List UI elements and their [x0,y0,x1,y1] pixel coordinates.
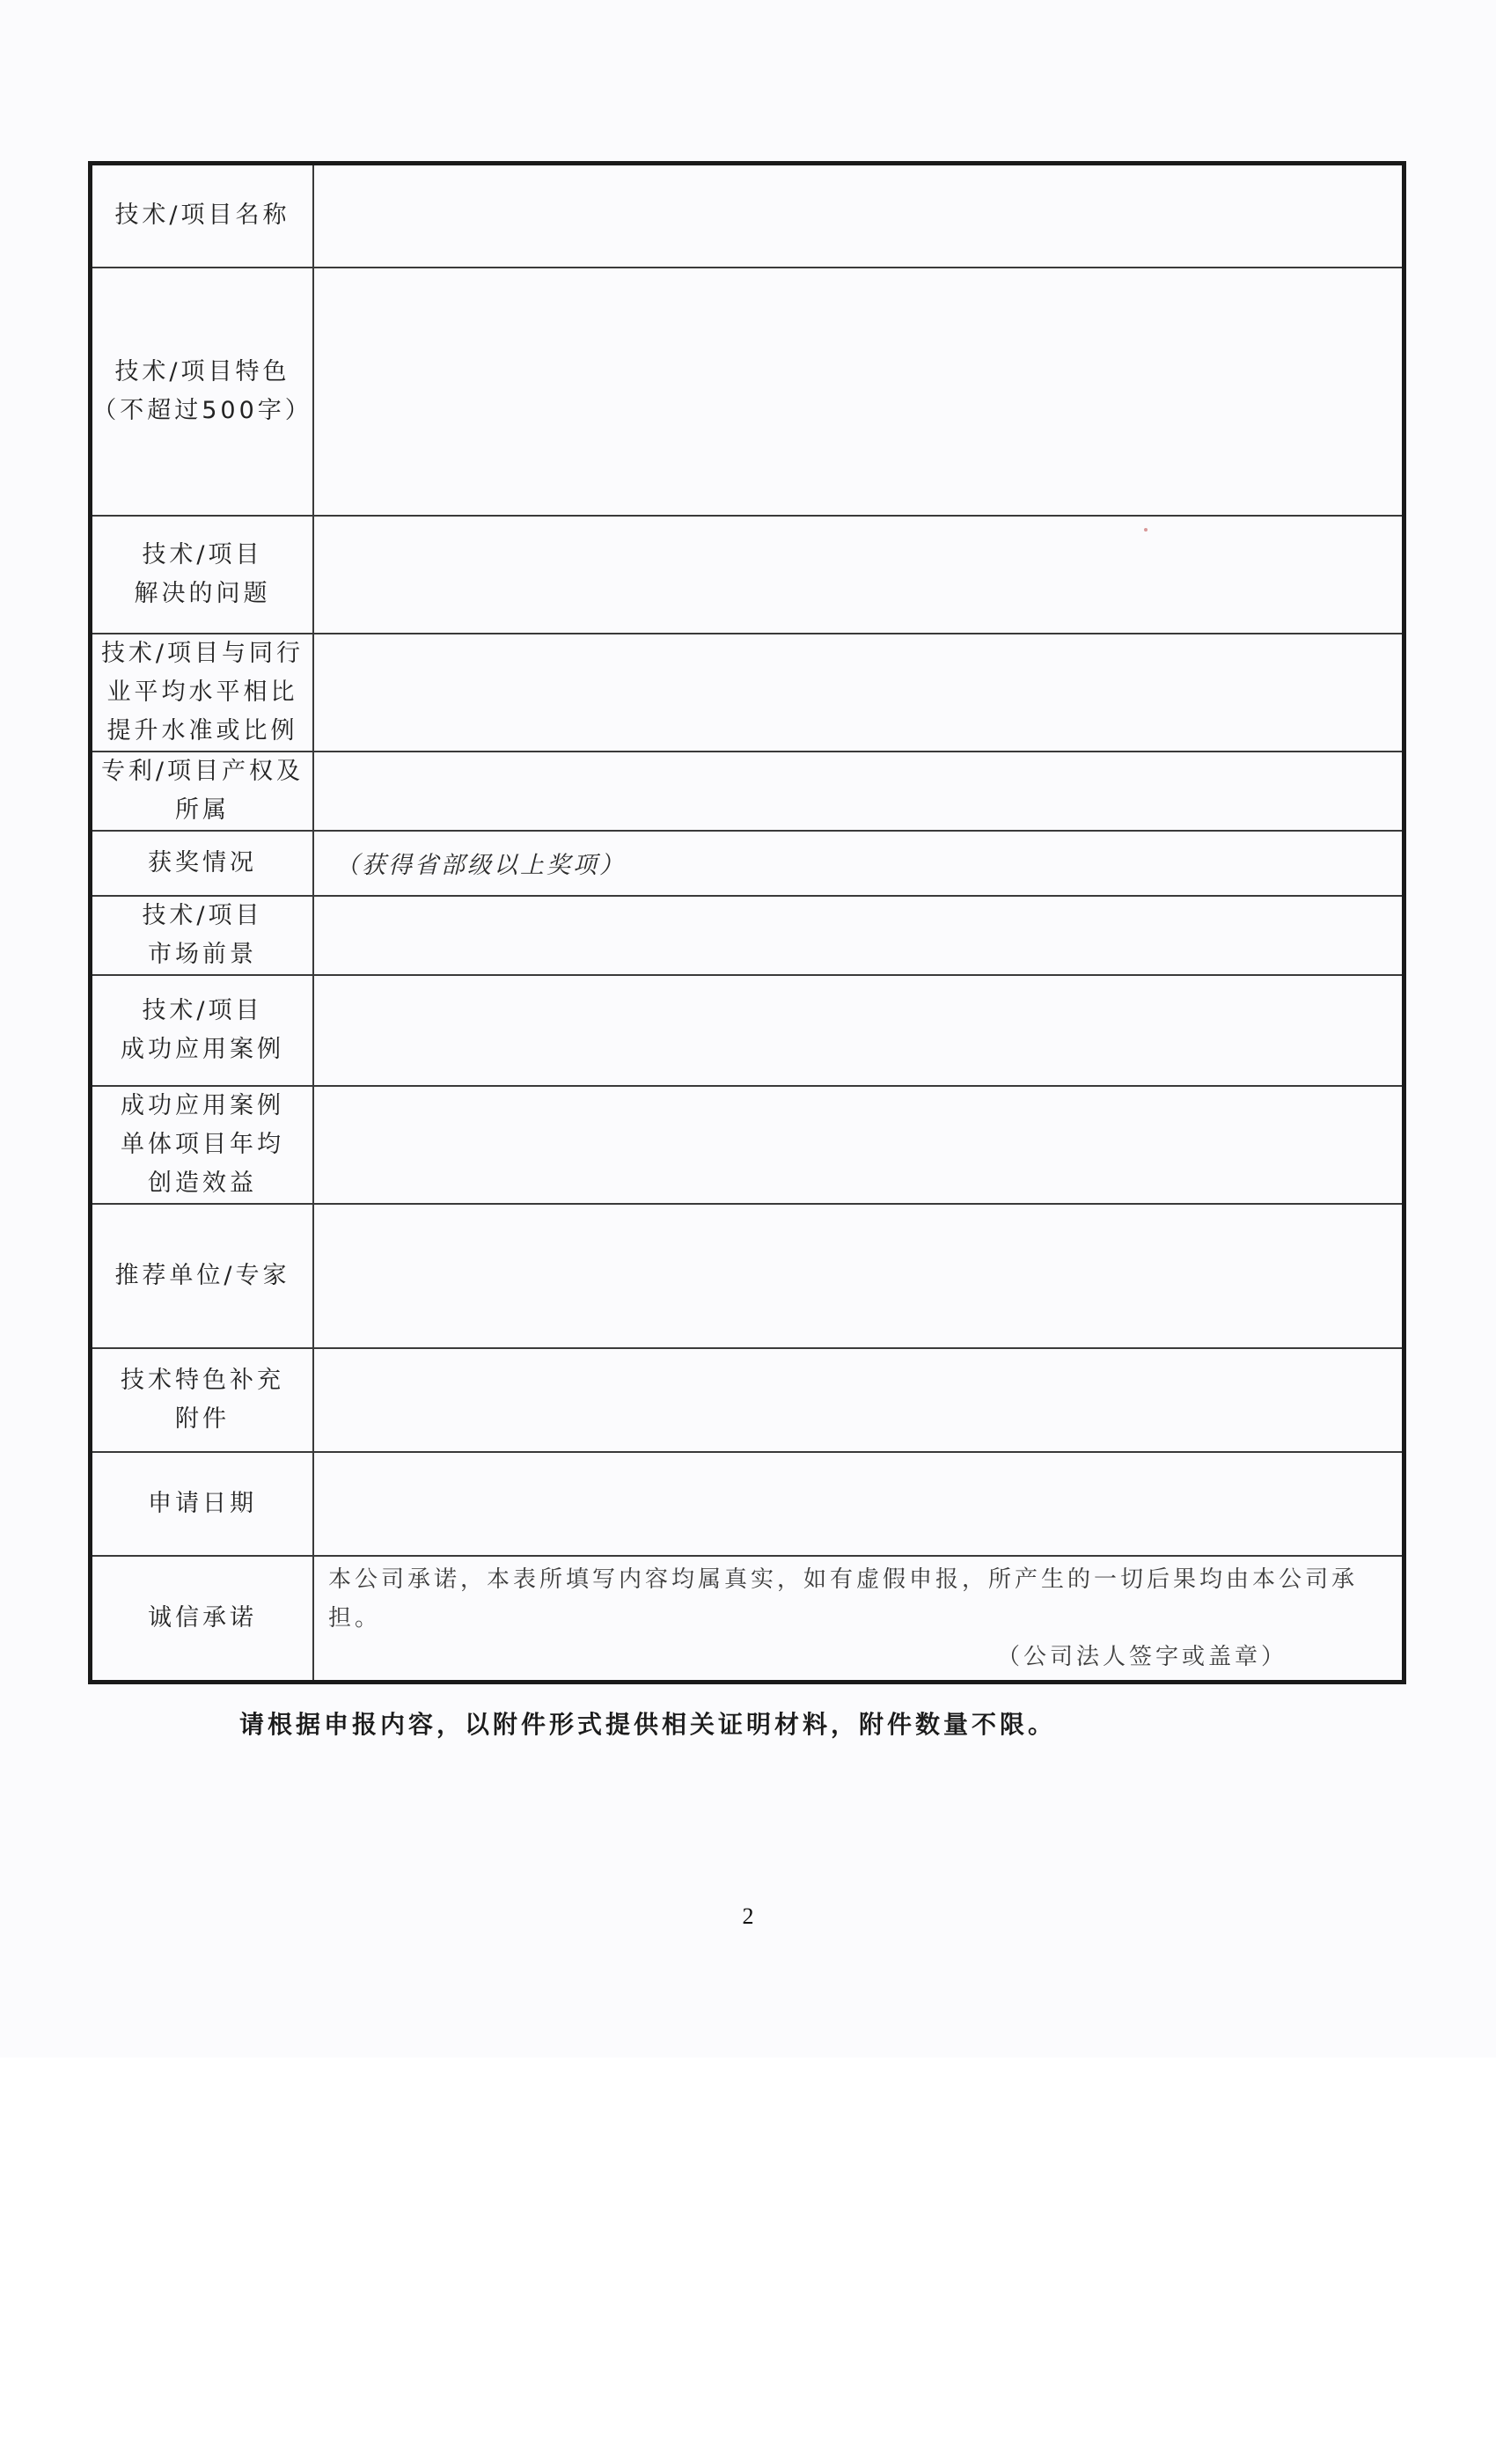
application-date-field[interactable] [313,1452,1404,1556]
table-row [91,1348,1404,1452]
project-name-field[interactable] [313,164,1404,268]
label-line: 专利/项目产权及 [100,757,304,785]
awards-hint: （获得省部级以上奖项） [335,852,626,879]
row-label [91,1348,314,1452]
table-row [91,634,1404,752]
market-prospects-field[interactable] [313,896,1404,975]
label-line: 获奖情况 [148,848,257,876]
row-label [91,1452,314,1556]
attachment-footnote: 请根据申报内容，以附件形式提供相关证明材料，附件数量不限。 [239,1710,1057,1739]
label-line: 附件 [175,1404,230,1433]
label-line: 推荐单位/专家 [114,1261,290,1289]
table-row [91,896,1404,975]
label-line: （不超过500字） [92,396,312,424]
table-row [91,1086,1404,1204]
recommender-field[interactable] [313,1204,1404,1348]
row-label [91,268,314,516]
label-line: 申请日期 [148,1489,257,1517]
patent-ownership-field[interactable] [313,752,1404,831]
table-row [91,164,1404,268]
row-label [91,516,314,634]
row-label [91,1556,314,1683]
pledge-text: 本公司承诺，本表所填写内容均属真实，如有虚假申报，所产生的一切后果均由本公司承担。 [328,1566,1359,1632]
label-line: 所属 [175,796,230,824]
table-row [91,1556,1404,1683]
label-line: 单体项目年均 [121,1130,284,1158]
row-label [91,975,314,1086]
attachments-field[interactable] [313,1348,1404,1452]
label-line: 技术/项目名称 [114,202,290,230]
label-line: 技术/项目特色 [114,357,290,385]
label-line: 创造效益 [148,1169,257,1197]
table-row [91,516,1404,634]
label-line: 市场前景 [148,940,257,968]
awards-field[interactable] [313,831,1404,896]
label-line: 成功应用案例 [121,1035,284,1063]
label-line: 技术/项目 [142,540,263,568]
row-label [91,831,314,896]
page-number: 2 [742,1903,754,1929]
row-label [91,1086,314,1204]
table-row [91,1452,1404,1556]
row-label [91,634,314,752]
label-line: 技术/项目 [142,996,263,1024]
label-line: 诚信承诺 [148,1603,257,1632]
annual-benefit-field[interactable] [313,1086,1404,1204]
application-cases-field[interactable] [313,975,1404,1086]
label-line: 成功应用案例 [121,1091,284,1119]
table-row [91,752,1404,831]
label-line: 技术特色补充 [121,1366,284,1394]
label-line: 技术/项目与同行 [100,639,304,667]
table-row [91,975,1404,1086]
row-label [91,896,314,975]
row-label [91,1204,314,1348]
label-line: 提升水准或比例 [106,716,298,744]
integrity-pledge-field [313,1556,1404,1683]
label-line: 业平均水平相比 [106,678,298,706]
label-line: 解决的问题 [134,579,271,607]
label-line: 技术/项目 [142,901,263,929]
problems-solved-field[interactable] [313,516,1404,634]
table-row [91,1204,1404,1348]
application-form-table [88,161,1406,1684]
row-label [91,752,314,831]
row-label [91,164,314,268]
table-row [91,268,1404,516]
project-features-field[interactable] [313,268,1404,516]
industry-comparison-field[interactable] [313,634,1404,752]
pledge-signature: （公司法人签字或盖章） [996,1643,1287,1670]
table-row [91,831,1404,896]
